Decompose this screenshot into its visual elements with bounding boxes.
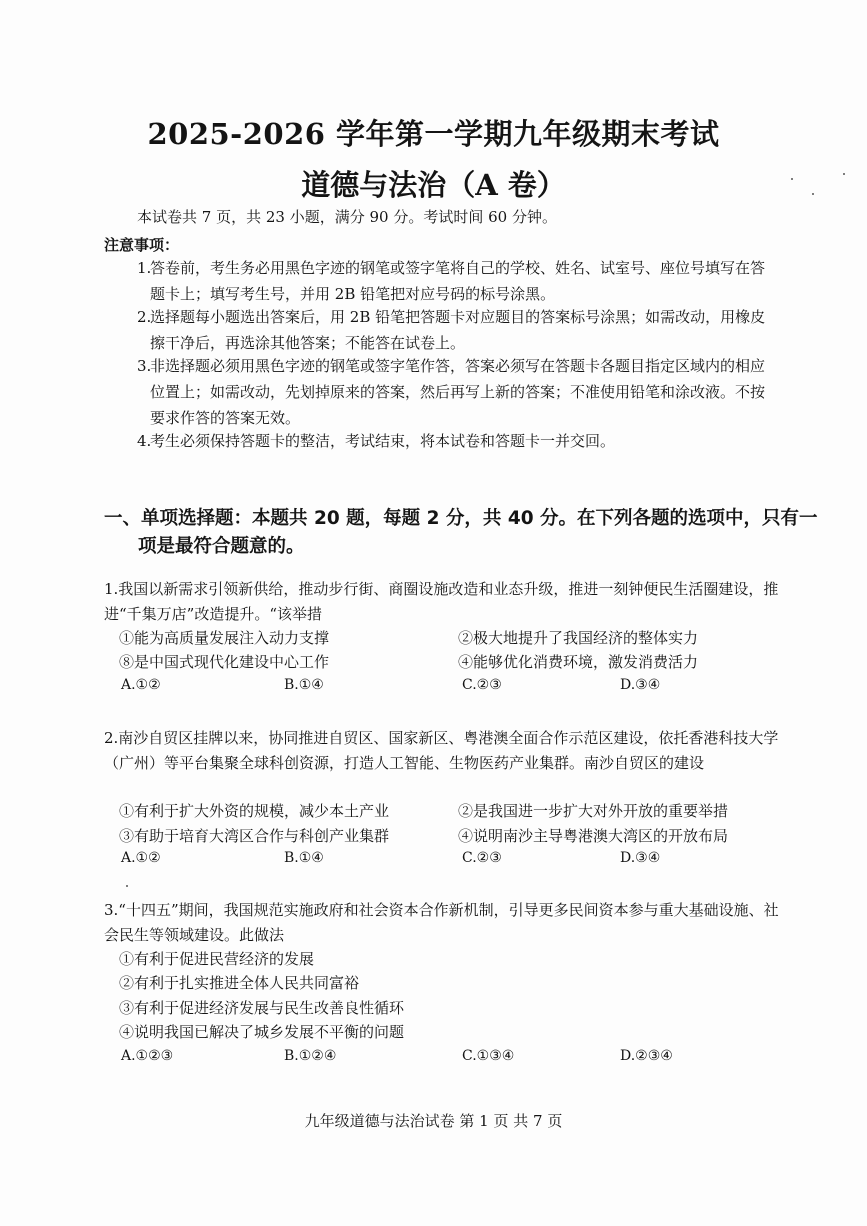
notice-item bbox=[137, 255, 777, 307]
notice-heading: 注意事项： bbox=[104, 236, 180, 254]
question-statement: ②有利于扎实推进全体人民共同富裕 bbox=[119, 974, 360, 992]
question-statement: ①有利于促进民营经济的发展 bbox=[119, 950, 315, 968]
question-statement: ①有利于扩大外资的规模，减少本土产业 bbox=[119, 802, 390, 820]
answer-choice: A.①② bbox=[121, 677, 161, 693]
answer-choice: C.①③④ bbox=[462, 1048, 515, 1064]
notice-item-number: 1. bbox=[137, 259, 152, 277]
question-statement: ④说明我国已解决了城乡发展不平衡的问题 bbox=[119, 1023, 405, 1041]
answer-choice: D.③④ bbox=[620, 677, 661, 693]
question-statement: ①能为高质量发展注入动力支撑 bbox=[119, 629, 330, 647]
question-statement: ③有助于培育大湾区合作与科创产业集群 bbox=[119, 827, 390, 845]
scan-speck bbox=[843, 173, 845, 175]
notice-item-number: 3. bbox=[137, 357, 152, 375]
exam-subtitle: 道德与法治（A 卷） bbox=[301, 168, 566, 202]
answer-choice: B.①④ bbox=[284, 677, 324, 693]
question-statement: ②是我国进一步扩大对外开放的重要举措 bbox=[458, 802, 729, 820]
answer-choice: D.②③④ bbox=[620, 1048, 673, 1064]
question-stem: 1.我国以新需求引领新供给，推动步行街、商圈设施改造和业态升级，推进一刻钟便民生活圈建设，推进“千集万店”改造提升。“该举措 bbox=[104, 580, 779, 623]
notice-item-text: 非选择题必须用黑色字迹的钢笔或签字笔作答，答案必须写在答题卡各题目指定区域内的相应位置上；如需改动，先划掉原来的答案，然后再写上新的答案；不准使用铅笔和涂改液。不按要求作答的答案无效。 bbox=[150, 357, 766, 427]
exam-title: 2025-2026 学年第一学期九年级期末考试 bbox=[147, 117, 720, 151]
answer-choice: B.①②④ bbox=[284, 1048, 337, 1064]
scan-speck bbox=[791, 178, 793, 180]
question-statement: ③有利于促进经济发展与民生改善良性循环 bbox=[119, 999, 405, 1017]
page-footer: 九年级道德与法治试卷 第 1 页 共 7 页 bbox=[304, 1112, 563, 1130]
notice-item-number: 4. bbox=[137, 432, 152, 450]
notice-item bbox=[137, 304, 777, 356]
notice-item-number: 2. bbox=[137, 308, 152, 326]
exam-intro: 本试卷共 7 页，共 23 小题，满分 90 分。考试时间 60 分钟。 bbox=[137, 208, 557, 226]
answer-choice: C.②③ bbox=[462, 677, 502, 693]
question-stem: 3.“十四五”期间，我国规范实施政府和社会资本合作新机制，引导更多民间资本参与重大基础设施、社会民生等领域建设。此做法 bbox=[104, 901, 779, 944]
notice-item-text: 答卷前，考生务必用黑色字迹的钢笔或签字笔将自己的学校、姓名、试室号、座位号填写在答题卡上；填写考生号，并用 2B 铅笔把对应号码的标号涂黑。 bbox=[150, 259, 766, 303]
notice-item-text: 选择题每小题选出答案后，用 2B 铅笔把答题卡对应题目的答案标号涂黑；如需改动，用橡皮擦干净后，再选涂其他答案；不能答在试卷上。 bbox=[150, 308, 766, 352]
question-statement: ④能够优化消费环境，激发消费活力 bbox=[458, 653, 699, 671]
notice-item bbox=[137, 428, 777, 454]
notice-item bbox=[137, 353, 777, 431]
section-heading: 一、单项选择题：本题共 20 题，每题 2 分，共 40 分。在下列各题的选项中，只有一项是最符合题意的。 bbox=[104, 508, 818, 557]
answer-choice: C.②③ bbox=[462, 850, 502, 866]
question-statement: ④说明南沙主导粤港澳大湾区的开放布局 bbox=[458, 827, 729, 845]
question-statement: ②极大地提升了我国经济的整体实力 bbox=[458, 629, 699, 647]
answer-choice: A.①②③ bbox=[121, 1048, 174, 1064]
answer-choice: A.①② bbox=[121, 850, 161, 866]
answer-choice: B.①④ bbox=[284, 850, 324, 866]
answer-choice: D.③④ bbox=[620, 850, 661, 866]
scan-speck bbox=[126, 885, 128, 887]
scan-speck bbox=[812, 193, 814, 195]
question-stem: 2.南沙自贸区挂牌以来，协同推进自贸区、国家新区、粤港澳全面合作示范区建设，依托香港科技大学（广州）等平台集聚全球科创资源，打造人工智能、生物医药产业集群。南沙自贸区的建设 bbox=[104, 729, 779, 772]
question-statement: ⑧是中国式现代化建设中心工作 bbox=[119, 653, 330, 671]
notice-item-text: 考生必须保持答题卡的整洁，考试结束，将本试卷和答题卡一并交回。 bbox=[150, 432, 616, 450]
